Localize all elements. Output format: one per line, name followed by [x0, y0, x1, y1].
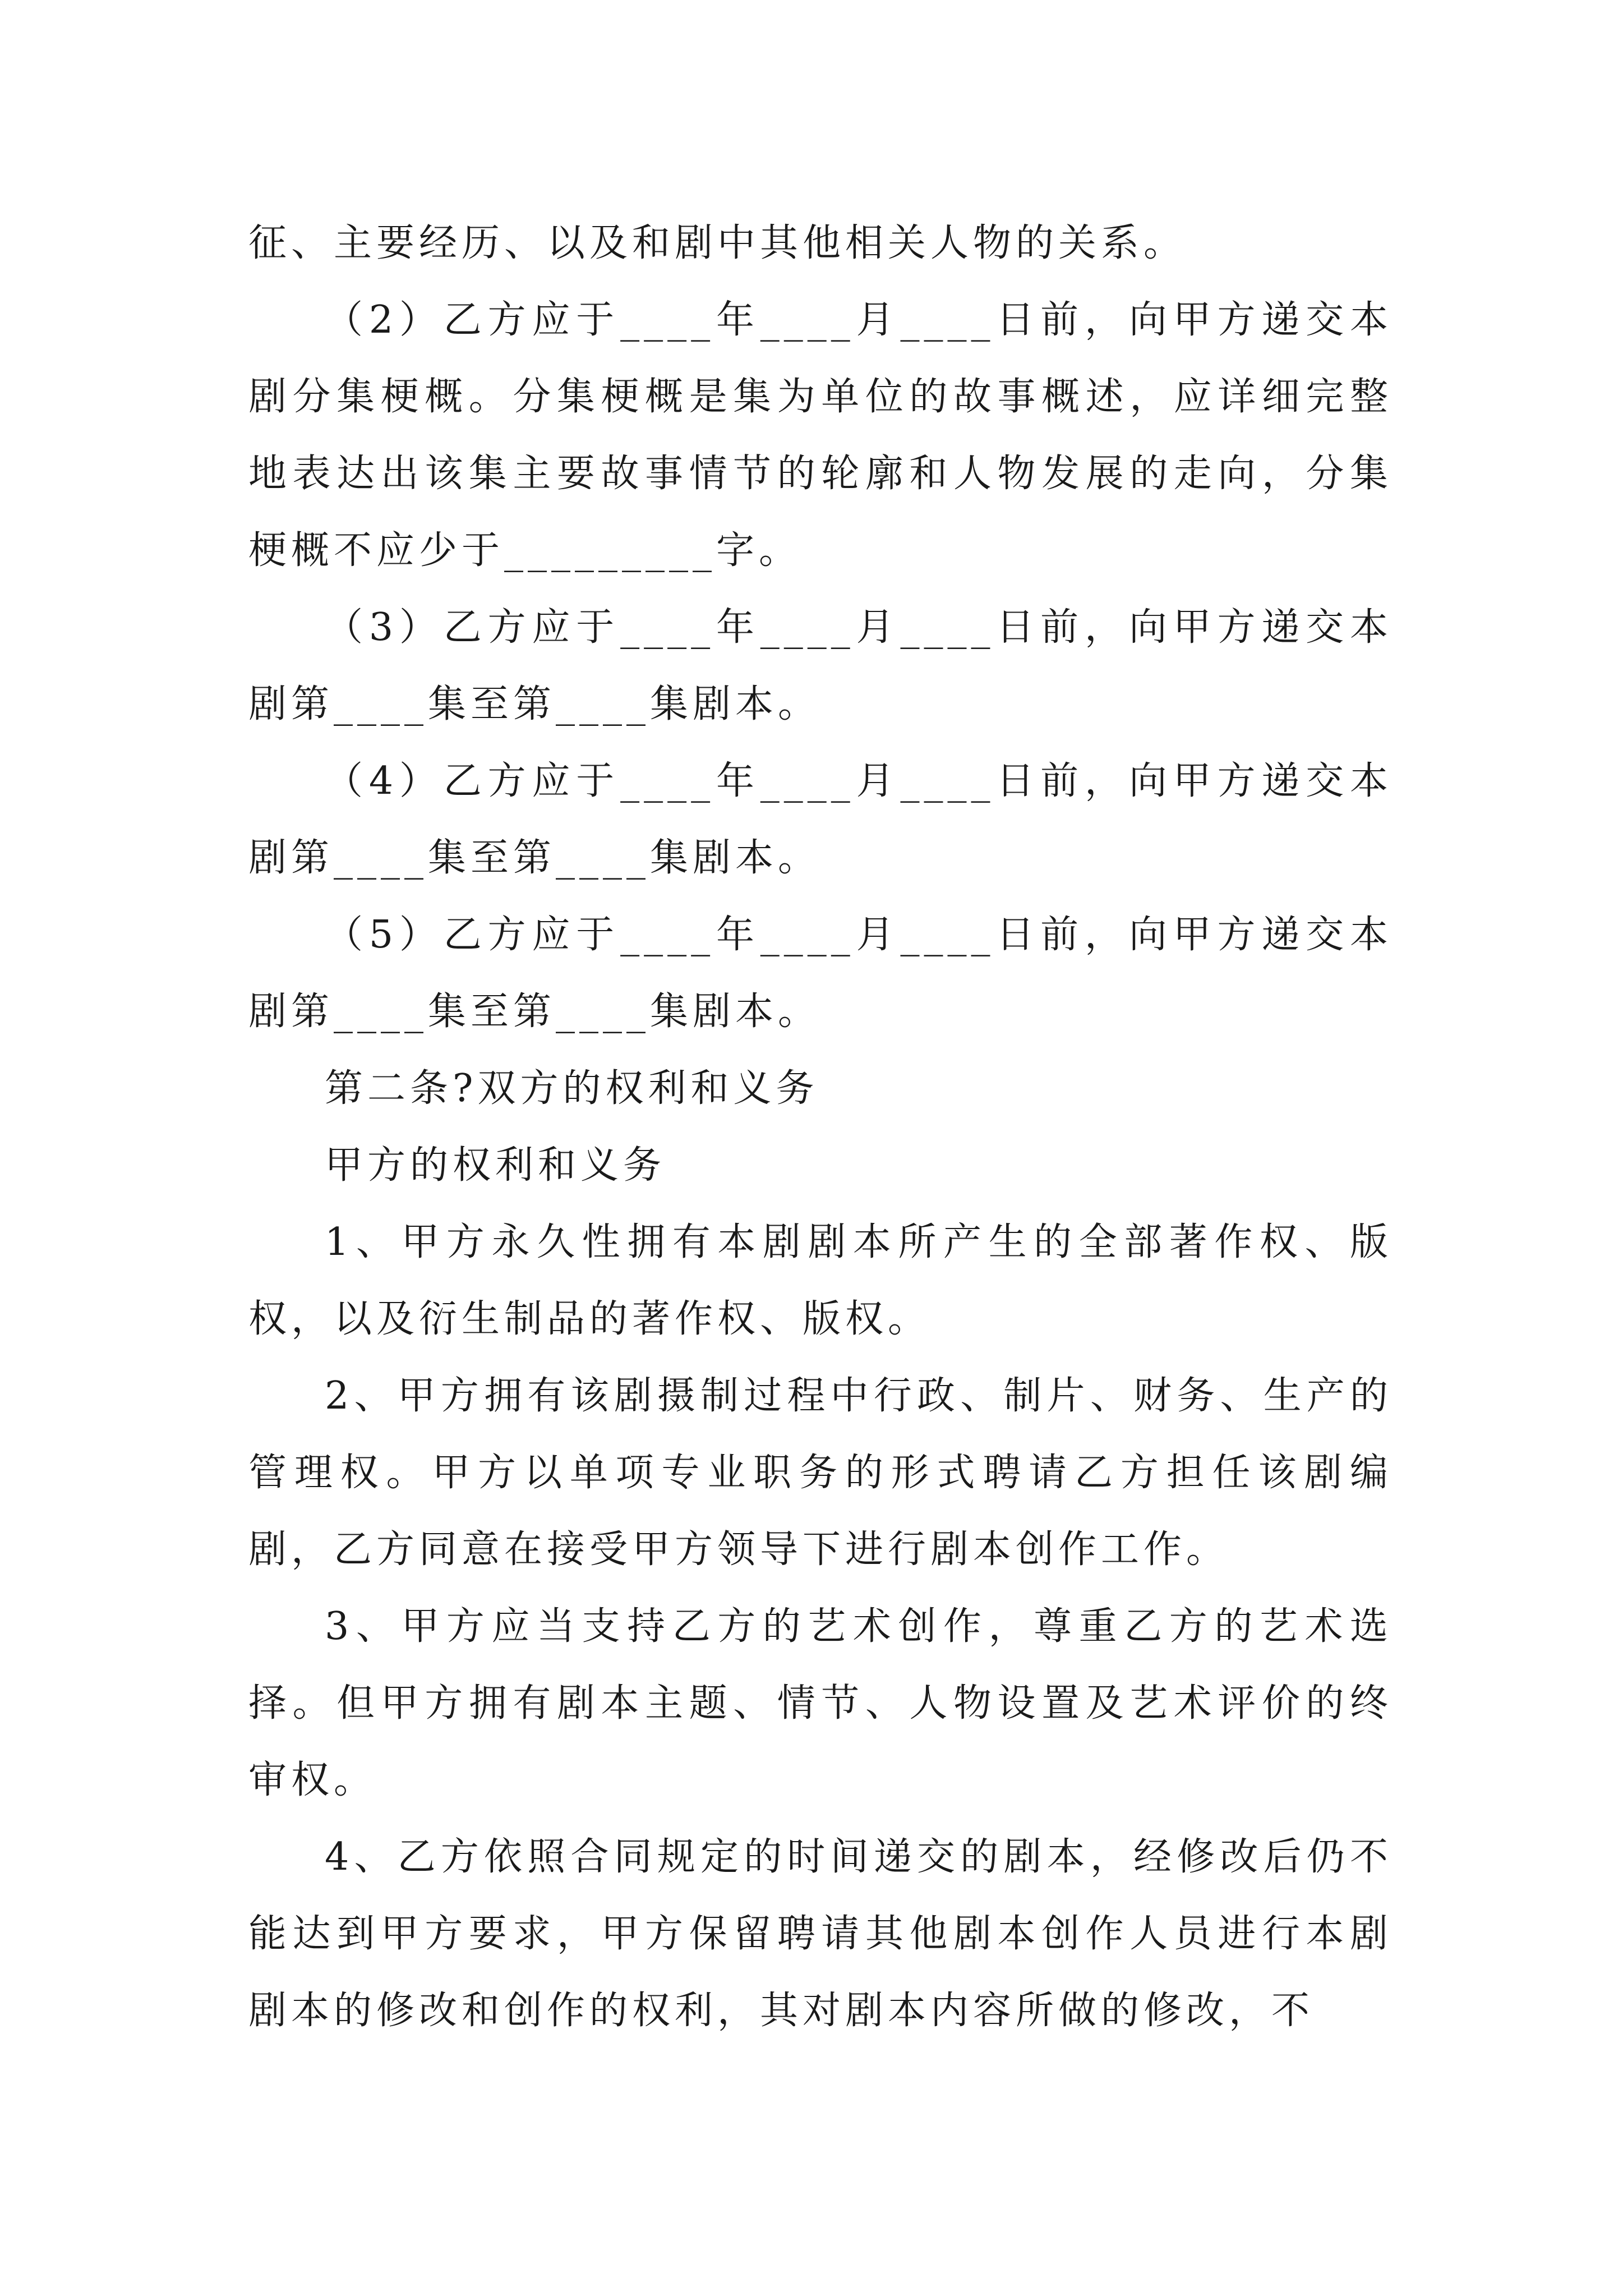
paragraph-clause-2: 2、甲方拥有该剧摄制过程中行政、制片、财务、生产的管理权。甲方以单项专业职务的形式聘请乙方担任该剧编剧，乙方同意在接受甲方领导下进行剧本创作工作。 [248, 1374, 1393, 1572]
paragraph-item-3: （3）乙方应于____年____月____日前，向甲方递交本剧第____集至第____集剧本。 [248, 605, 1393, 726]
paragraph-clause-4: 4、乙方依照合同规定的时间递交的剧本，经修改后仍不能达到甲方要求，甲方保留聘请其他剧本创作人员进行本剧剧本的修改和创作的权利，其对剧本内容所做的修改，不 [248, 1835, 1393, 2033]
paragraph-item-5: （5）乙方应于____年____月____日前，向甲方递交本剧第____集至第____集剧本。 [248, 913, 1393, 1034]
paragraph-item-2: （2）乙方应于____年____月____日前，向甲方递交本剧分集梗概。分集梗概是集为单位的故事概述，应详细完整地表达出该集主要故事情节的轮廓和人物发展的走向，分集梗概不应少于_________字。 [248, 298, 1393, 573]
subsection-heading-party-a: 甲方的权利和义务 [325, 1143, 666, 1188]
paragraph-clause-1: 1、甲方永久性拥有本剧剧本所产生的全部著作权、版权，以及衍生制品的著作权、版权。 [248, 1220, 1393, 1341]
paragraph-clause-3: 3、甲方应当支持乙方的艺术创作，尊重乙方的艺术选择。但甲方拥有剧本主题、情节、人物设置及艺术评价的终审权。 [248, 1604, 1393, 1802]
document-body [248, 205, 1393, 2049]
section-heading-article-2: 第二条?双方的权利和义务 [325, 1066, 819, 1111]
paragraph-continuation: 征、主要经历、以及和剧中其他相关人物的关系。 [248, 221, 1187, 265]
paragraph-item-4: （4）乙方应于____年____月____日前，向甲方递交本剧第____集至第____集剧本。 [248, 759, 1393, 880]
